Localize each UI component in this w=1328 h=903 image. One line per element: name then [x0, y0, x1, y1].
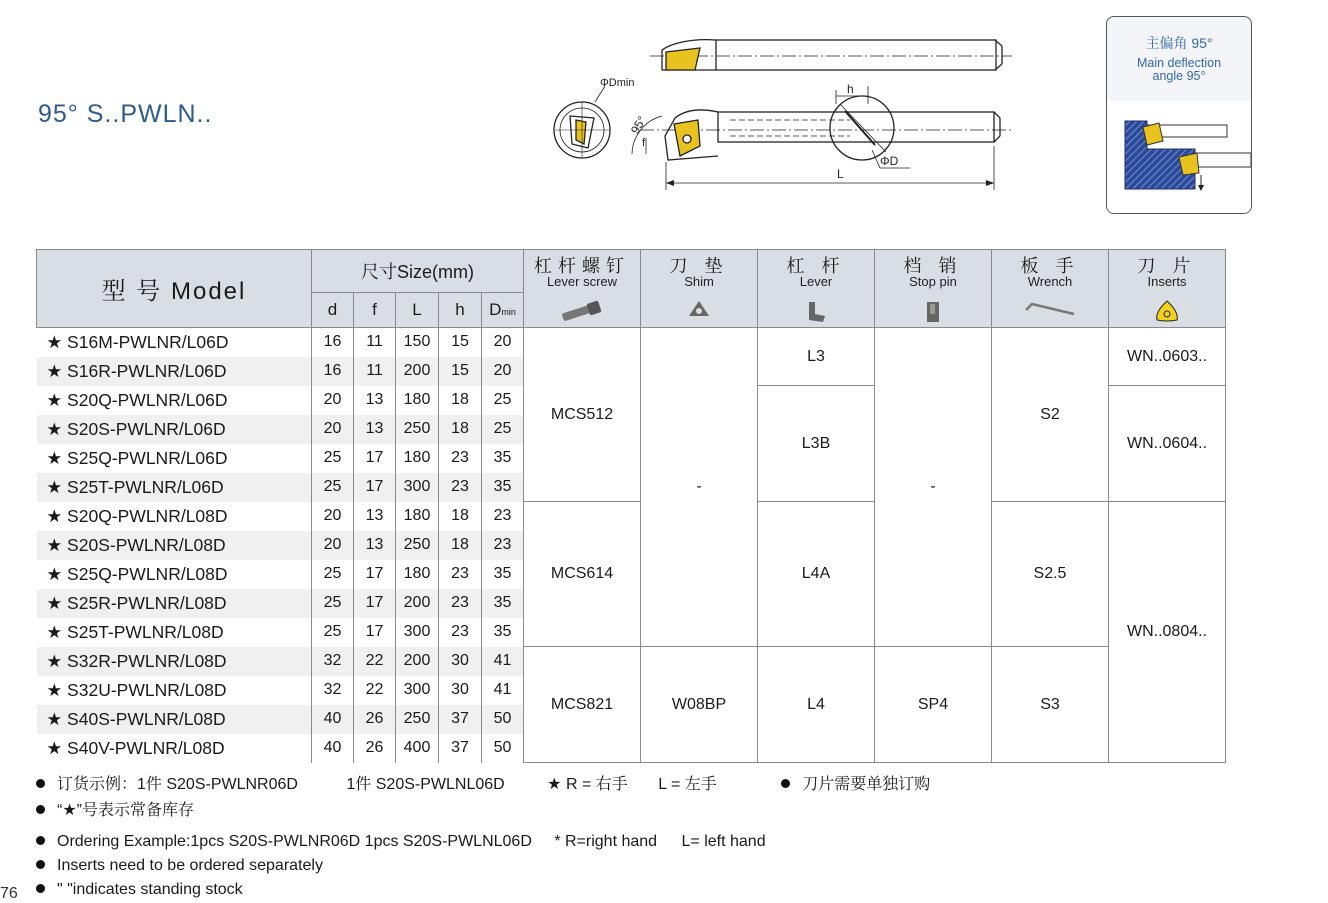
f-cell: 13 — [354, 531, 396, 560]
lever-screw-header: 杠杆螺钉 Lever screw — [524, 250, 641, 328]
d-cell: 20 — [312, 502, 354, 531]
d-cell: 20 — [312, 531, 354, 560]
f-cell: 13 — [354, 502, 396, 531]
page-title: 95° S..PWLN.. — [38, 100, 213, 128]
h-cell: 15 — [439, 357, 482, 386]
wrench-cell: S3 — [992, 647, 1109, 763]
svg-text:L — [837, 167, 844, 181]
col-l: L — [396, 293, 439, 328]
table-row — [37, 502, 1226, 531]
dmin-cell: 23 — [482, 502, 524, 531]
h-cell: 23 — [439, 473, 482, 502]
lever-cell: L3B — [758, 386, 875, 502]
h-cell: 37 — [439, 734, 482, 763]
h-cell: 23 — [439, 560, 482, 589]
deflection-cn: 主偏角 95° — [1145, 35, 1213, 51]
model-cell: ★ S20S-PWLNR/L06D — [37, 415, 312, 444]
model-cell: ★ S32R-PWLNR/L08D — [37, 647, 312, 676]
d-cell: 20 — [312, 386, 354, 415]
table-row — [37, 647, 1226, 676]
inserts-cell: WN..0603.. — [1109, 328, 1226, 386]
l-label: L — [837, 167, 844, 181]
shim-cell: - — [641, 328, 758, 647]
svg-text:95° — [628, 114, 649, 137]
l-cell: 300 — [396, 676, 439, 705]
f-cell: 13 — [354, 386, 396, 415]
lever-screw-icon — [560, 300, 604, 322]
col-h: h — [439, 293, 482, 328]
dmin-label: ΦDmin — [600, 77, 635, 89]
l-cell: 250 — [396, 415, 439, 444]
shim-header: 刀 垫 Shim — [641, 250, 758, 328]
l-cell: 200 — [396, 589, 439, 618]
l-cell: 300 — [396, 473, 439, 502]
note-order-en: Ordering Example:1pcs S20S-PWLNR06D 1pcs S20S-PWLNL06D * R=right hand L= left hand — [36, 833, 766, 851]
holder-top-view — [650, 40, 1012, 70]
f-cell: 22 — [354, 676, 396, 705]
d-cell: 25 — [312, 618, 354, 647]
bullet-icon — [36, 805, 45, 814]
h-cell: 30 — [439, 676, 482, 705]
inserts-header: 刀 片 Inserts — [1109, 250, 1226, 328]
deflection-angle-box — [1106, 16, 1252, 214]
h-cell: 15 — [439, 328, 482, 357]
stop-pin-cell: SP4 — [875, 647, 992, 763]
model-cell: ★ S40S-PWLNR/L08D — [37, 705, 312, 734]
f-cell: 13 — [354, 415, 396, 444]
dmin-cell: 35 — [482, 444, 524, 473]
d-cell: 40 — [312, 734, 354, 763]
dmin-cell: 35 — [482, 473, 524, 502]
f-cell: 17 — [354, 444, 396, 473]
model-cell: ★ S16R-PWLNR/L06D — [37, 357, 312, 386]
model-cell: ★ S16M-PWLNR/L06D — [37, 328, 312, 357]
l-cell: 180 — [396, 502, 439, 531]
note-order-cn: 订货示例：1件 S20S-PWLNR06D 1件 S20S-PWLNL06D ★ R = 右手 L = 左手 刀片需要单独订购 — [36, 771, 930, 794]
h-cell: 18 — [439, 386, 482, 415]
f-cell: 17 — [354, 589, 396, 618]
svg-text:h — [847, 82, 854, 96]
col-dmin: Dmin — [482, 293, 524, 328]
deflection-en: Main deflection angle 95° — [1136, 56, 1222, 83]
model-cell: ★ S25T-PWLNR/L06D — [37, 473, 312, 502]
d-cell: 20 — [312, 415, 354, 444]
lever-screw-cell: MCS614 — [524, 502, 641, 647]
lever-screw-cell: MCS821 — [524, 647, 641, 763]
model-cell: ★ S20Q-PWLNR/L06D — [37, 386, 312, 415]
stop-pin-icon — [924, 300, 942, 324]
l-cell: 180 — [396, 444, 439, 473]
h-cell: 18 — [439, 531, 482, 560]
h-cell: 23 — [439, 589, 482, 618]
dmin-cell: 50 — [482, 705, 524, 734]
bullet-icon — [36, 836, 45, 845]
d-cell: 25 — [312, 560, 354, 589]
l-cell: 200 — [396, 647, 439, 676]
svg-text:ΦD — [880, 154, 899, 168]
f-cell: 26 — [354, 705, 396, 734]
lever-screw-cell: MCS512 — [524, 328, 641, 502]
model-cell: ★ S20S-PWLNR/L08D — [37, 531, 312, 560]
model-cell: ★ S40V-PWLNR/L08D — [37, 734, 312, 763]
model-header: 型 号 Model — [37, 250, 312, 328]
model-cell: ★ S25T-PWLNR/L08D — [37, 618, 312, 647]
dmin-cell: 25 — [482, 415, 524, 444]
dmin-cell: 20 — [482, 357, 524, 386]
bullet-icon — [36, 860, 45, 869]
dmin-cell: 35 — [482, 618, 524, 647]
stop-pin-header: 档 销 Stop pin — [875, 250, 992, 328]
f-cell: 17 — [354, 560, 396, 589]
h-cell: 30 — [439, 647, 482, 676]
model-cell: ★ S20Q-PWLNR/L08D — [37, 502, 312, 531]
l-cell: 180 — [396, 386, 439, 415]
l-cell: 200 — [396, 357, 439, 386]
bullet-icon — [36, 779, 45, 788]
l-cell: 250 — [396, 705, 439, 734]
dmin-cell: 41 — [482, 676, 524, 705]
dmin-cell: 23 — [482, 531, 524, 560]
shim-icon — [688, 300, 710, 318]
lever-cell: L3 — [758, 328, 875, 386]
page-number: 76 — [0, 885, 18, 902]
lever-header: 杠 杆 Lever — [758, 250, 875, 328]
l-cell: 400 — [396, 734, 439, 763]
col-f: f — [354, 293, 396, 328]
d-cell: 32 — [312, 647, 354, 676]
d-cell: 25 — [312, 473, 354, 502]
model-cell: ★ S25Q-PWLNR/L06D — [37, 444, 312, 473]
size-header: 尺寸Size(mm) — [312, 250, 524, 293]
h-cell: 18 — [439, 415, 482, 444]
h-cell: 37 — [439, 705, 482, 734]
svg-text:ΦDmin — [600, 77, 634, 89]
h-cell: 18 — [439, 502, 482, 531]
model-cell: ★ S32U-PWLNR/L08D — [37, 676, 312, 705]
dmin-cell: 25 — [482, 386, 524, 415]
shim-cell: W08BP — [641, 647, 758, 763]
bullet-icon — [781, 779, 790, 788]
stop-pin-cell: - — [875, 328, 992, 647]
col-d: d — [312, 293, 354, 328]
l-cell: 250 — [396, 531, 439, 560]
spec-table — [36, 249, 1226, 763]
dmin-cell: 50 — [482, 734, 524, 763]
dmin-cell: 35 — [482, 560, 524, 589]
h-cell: 23 — [439, 444, 482, 473]
d-cell: 40 — [312, 705, 354, 734]
wrench-icon — [1024, 300, 1076, 318]
note-stock-en: " "indicates standing stock — [36, 881, 243, 899]
d-cell: 25 — [312, 444, 354, 473]
deflection-diagram — [1107, 101, 1251, 213]
f-cell: 17 — [354, 618, 396, 647]
note-inserts-en: Inserts need to be ordered separately — [36, 857, 323, 875]
f-cell: 11 — [354, 357, 396, 386]
inserts-cell: WN..0804.. — [1109, 502, 1226, 763]
lever-cell: L4 — [758, 647, 875, 763]
h-label: h — [847, 82, 854, 96]
wrench-cell: S2.5 — [992, 502, 1109, 647]
lever-icon — [803, 300, 829, 324]
d-cell: 16 — [312, 357, 354, 386]
f-cell: 22 — [354, 647, 396, 676]
f-cell: 11 — [354, 328, 396, 357]
l-cell: 150 — [396, 328, 439, 357]
note-stock-cn: “★”号表示常备库存 — [36, 797, 194, 820]
dmin-cell: 41 — [482, 647, 524, 676]
d-cell: 32 — [312, 676, 354, 705]
d-cell: 25 — [312, 589, 354, 618]
f-cell: 17 — [354, 473, 396, 502]
h-cell: 23 — [439, 618, 482, 647]
f-cell: 26 — [354, 734, 396, 763]
dmin-cell: 20 — [482, 328, 524, 357]
lever-cell: L4A — [758, 502, 875, 647]
tool-drawing — [550, 20, 1020, 195]
bullet-icon — [36, 884, 45, 893]
d-cell: 16 — [312, 328, 354, 357]
wrench-header: 板 手 Wrench — [992, 250, 1109, 328]
inserts-cell: WN..0604.. — [1109, 386, 1226, 502]
model-cell: ★ S25R-PWLNR/L08D — [37, 589, 312, 618]
dmin-cell: 35 — [482, 589, 524, 618]
insert-icon — [1154, 300, 1180, 322]
model-cell: ★ S25Q-PWLNR/L08D — [37, 560, 312, 589]
l-cell: 180 — [396, 560, 439, 589]
wrench-cell: S2 — [992, 328, 1109, 502]
f-label: f — [642, 137, 646, 149]
insert-top-view — [666, 48, 700, 70]
table-row — [37, 328, 1226, 357]
angle-label: 95° — [627, 113, 650, 137]
l-cell: 300 — [396, 618, 439, 647]
svg-text:f — [642, 137, 646, 149]
d-label: ΦD — [880, 154, 899, 168]
